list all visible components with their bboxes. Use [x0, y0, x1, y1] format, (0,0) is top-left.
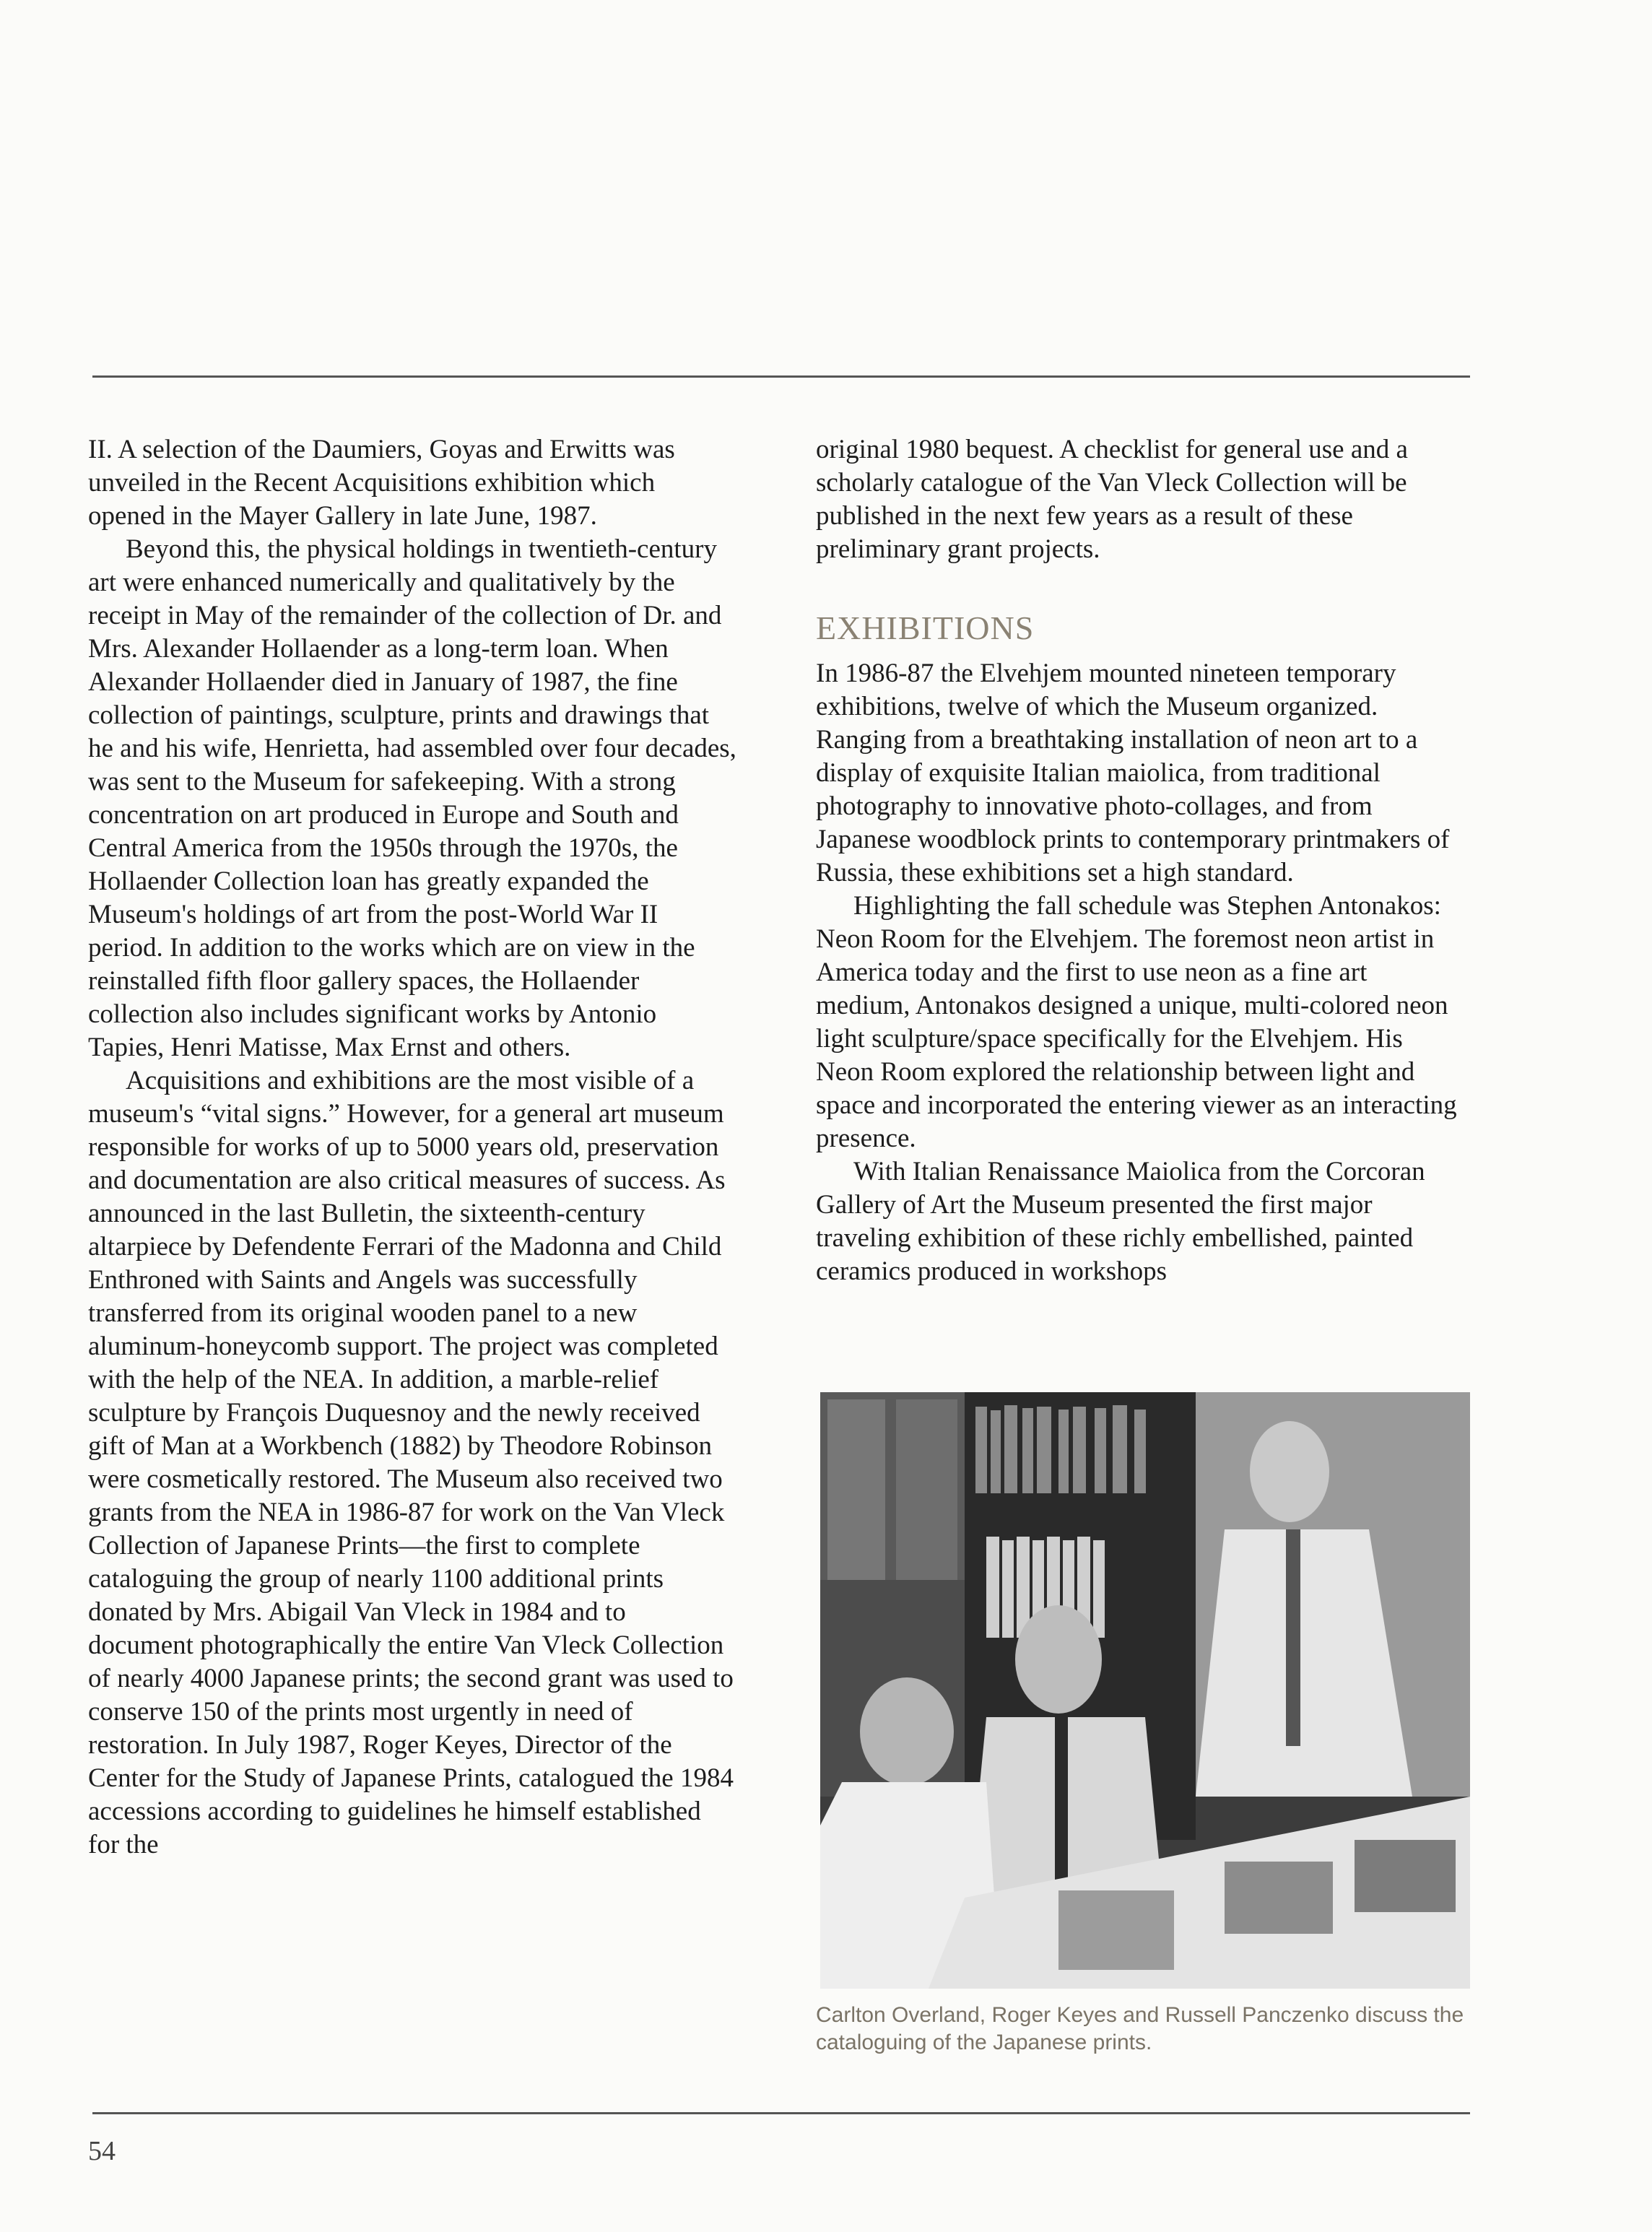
- page-number: 54: [88, 2136, 116, 2166]
- paragraph: Highlighting the fall schedule was Stephen Antonakos: Neon Room for the Elvehjem. The foremost neon artist in America today and the first to use neon as a fine art medium, Antonakos designed a unique, multi-colored neon light sculpture/space specifically for the Elvehjem. His Neon Room explored the relationship between light and space and incorporated the entering viewer as an interacting presence.: [816, 891, 1457, 1153]
- photo-illustration: [820, 1392, 1470, 1989]
- right-column: [816, 433, 1466, 1288]
- paragraph: With Italian Renaissance Maiolica from the Corcoran Gallery of Art the Museum presented the first major traveling exhibition of these richly embellished, painted ceramics produced in workshops: [816, 1157, 1425, 1286]
- photo: [820, 1392, 1470, 1989]
- photo-caption: Carlton Overland, Roger Keyes and Russell Panczenko discuss the cataloguing of the Japanese prints.: [816, 2003, 1464, 2054]
- paragraph: II. A selection of the Daumiers, Goyas and Erwitts was unveiled in the Recent Acquisitions exhibition which opened in the Mayer Gallery in late June, 1987.: [88, 435, 675, 531]
- left-column: [88, 433, 736, 1862]
- header-rule: [92, 375, 1470, 378]
- paragraph: In 1986-87 the Elvehjem mounted nineteen temporary exhibitions, twelve of which the Museum organized. Ranging from a breathtaking installation of neon art to a display of exquisite Italian maiolica, from traditional photography to innovative photo-collages, and from Japanese woodblock prints to contemporary printmakers of Russia, these exhibitions set a high standard.: [816, 659, 1450, 887]
- paragraph: Beyond this, the physical holdings in twentieth-century art were enhanced numerically and qualitatively by the receipt in May of the remainder of the collection of Dr. and Mrs. Alexander Hollaender as a long-term loan. When Alexander Hollaender died in January of 1987, the fine collection of paintings, sculpture, prints and drawings that he and his wife, Henrietta, had assembled over four decades, was sent to the Museum for safekeeping. With a strong concentration on art produced in Europe and South and Central America from the 1950s through the 1970s, the Hollaender Collection loan has greatly expanded the Museum's holdings of art from the post-World War II period. In addition to the works which are on view in the reinstalled fifth floor gallery spaces, the Hollaender collection also includes significant works by Antonio Tapies, Henri Matisse, Max Ernst and others.: [88, 534, 736, 1062]
- paragraph: Acquisitions and exhibitions are the most visible of a museum's “vital signs.” However, for a general art museum responsible for works of up to 5000 years old, preservation and documentation are also critical measures of success. As announced in the last Bulletin, the sixteenth-century altarpiece by Defendente Ferrari of the Madonna and Child Enthroned with Saints and Angels was successfully transferred from its original wooden panel to a new aluminum-honeycomb support. The project was completed with the help of the NEA. In addition, a marble-relief sculpture by François Duquesnoy and the newly received gift of Man at a Workbench (1882) by Theodore Robinson were cosmetically restored. The Museum also received two grants from the NEA in 1986-87 for work on the Van Vleck Collection of Japanese Prints—the first to complete cataloguing the group of nearly 1100 additional prints donated by Mrs. Abigail Van Vleck in 1984 and to document photographically the entire Van Vleck Collection of nearly 4000 Japanese prints; the second grant was used to conserve 150 of the prints most urgently in need of restoration. In July 1987, Roger Keyes, Director of the Center for the Study of Japanese Prints, catalogued the 1984 accessions according to guidelines he himself established for the: [88, 1066, 734, 1859]
- section-heading: EXHIBITIONS: [816, 609, 1035, 646]
- paragraph: original 1980 bequest. A checklist for general use and a scholarly catalogue of the Van Vleck Collection will be published in the next few years as a result of these preliminary grant projects.: [816, 435, 1408, 564]
- footer-rule: [92, 2112, 1470, 2114]
